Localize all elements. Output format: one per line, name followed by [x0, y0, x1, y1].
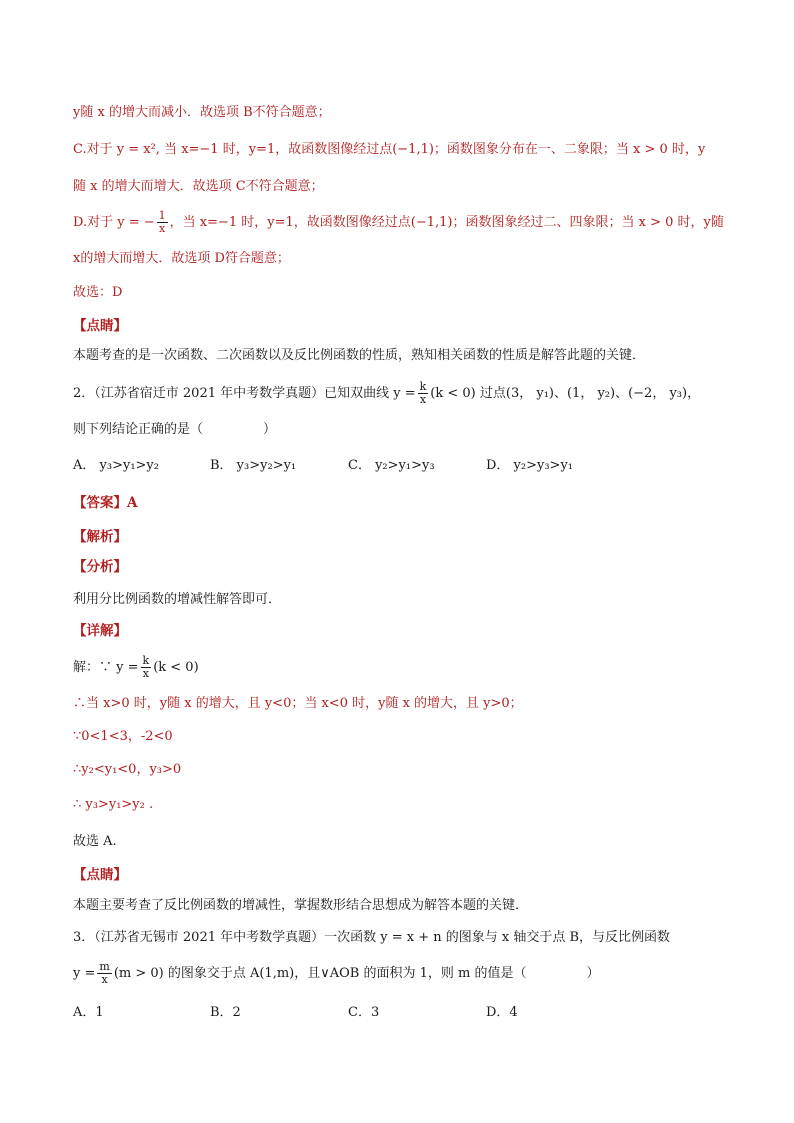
option-b[interactable]: B． y₃>y₂>y₁ [210, 458, 297, 473]
solution-line-b: y随 x 的增大而减小．故选项 B不符合题意； [73, 105, 331, 120]
option-a[interactable]: A． y₃>y₁>y₂ [73, 458, 159, 473]
fraction: $\frac{k}{x}$ [142, 654, 150, 680]
solution-line-c: C.对于 y = x², 当 x=−1 时，y=1，故函数图像经过点(−1,1)；函数图象分布在一、二象限；当 x > 0 时，y [73, 142, 706, 157]
option-c[interactable]: C．3 [348, 1005, 380, 1020]
detail-line-1: 解：∵ y = $\frac{k}{x}$ (k < 0) [73, 654, 199, 680]
option-d[interactable]: D．4 [486, 1005, 518, 1020]
section-heading-dianjing: 【点睛】 [73, 318, 127, 334]
question-2: 2．（江苏省宿迁市 2021 年中考数学真题）已知双曲线 y = $\frac{k}{x}$ (k < 0) 过点(3， y₁)、(1， y₂)、(−2， y₃)， [73, 380, 701, 406]
fraction: $\frac{k}{x}$ [419, 380, 427, 406]
section-heading-xiangjie: 【详解】 [73, 623, 127, 639]
answer-label: 【答案】A [73, 495, 138, 511]
analysis-text: 利用分比例函数的增减性解答即可． [73, 592, 282, 607]
section-heading-fenxi: 【分析】 [73, 559, 127, 575]
section-heading-dianjing-2: 【点睛】 [73, 867, 127, 883]
detail-line-6: 故选 A. [73, 834, 117, 849]
detail-line-3: ∵0<1<3，-2<0 [73, 729, 173, 744]
question-2-prompt: 则下列结论正确的是（ ） [73, 422, 277, 437]
question-3-cont: y = $\frac{m}{x}$ (m > 0) 的图象交于点 A(1,m)，且∨AOB 的面积为 1，则 m 的值是（ ） [73, 960, 600, 986]
question-3: 3．（江苏省无锡市 2021 年中考数学真题）一次函数 y = x + n 的图象与 x 轴交于点 B，与反比例函数 [73, 930, 671, 945]
detail-line-2: ∴当 x>0 时，y随 x 的增大，且 y<0；当 x<0 时，y随 x 的增大，且 y>0； [73, 696, 523, 711]
detail-line-5: ∴ y₃>y₁>y₂ . [73, 797, 154, 812]
answer-choice-line: 故选：D [73, 285, 123, 300]
commentary-paragraph: 本题考查的是一次函数、二次函数以及反比例函数的性质，熟知相关函数的性质是解答此题的关键． [73, 348, 646, 363]
detail-line-4: ∴y₂<y₁<0，y₃>0 [73, 762, 182, 777]
section-heading-jiexi: 【解析】 [73, 529, 127, 545]
solution-line-d-cont: x的增大而增大．故选项 D符合题意； [73, 251, 290, 266]
option-b[interactable]: B．2 [210, 1005, 241, 1020]
fraction: $\frac{1}{x}$ [158, 209, 166, 235]
solution-line-c-cont: 随 x 的增大而增大．故选项 C不符合题意； [73, 179, 324, 194]
commentary-paragraph-2: 本题主要考查了反比例函数的增减性，掌握数形结合思想成为解答本题的关键． [73, 898, 529, 913]
solution-line-d: D.对于 y = − $\frac{1}{x}$ ，当 x=−1 时，y=1，故函数图像经过点(−1,1)；函数图象经过二、四象限；当 x > 0 时，y随 [73, 209, 724, 235]
option-a[interactable]: A．1 [73, 1005, 104, 1020]
option-d[interactable]: D． y₂>y₃>y₁ [486, 458, 574, 473]
option-c[interactable]: C． y₂>y₁>y₃ [348, 458, 435, 473]
fraction: $\frac{m}{x}$ [99, 960, 110, 986]
